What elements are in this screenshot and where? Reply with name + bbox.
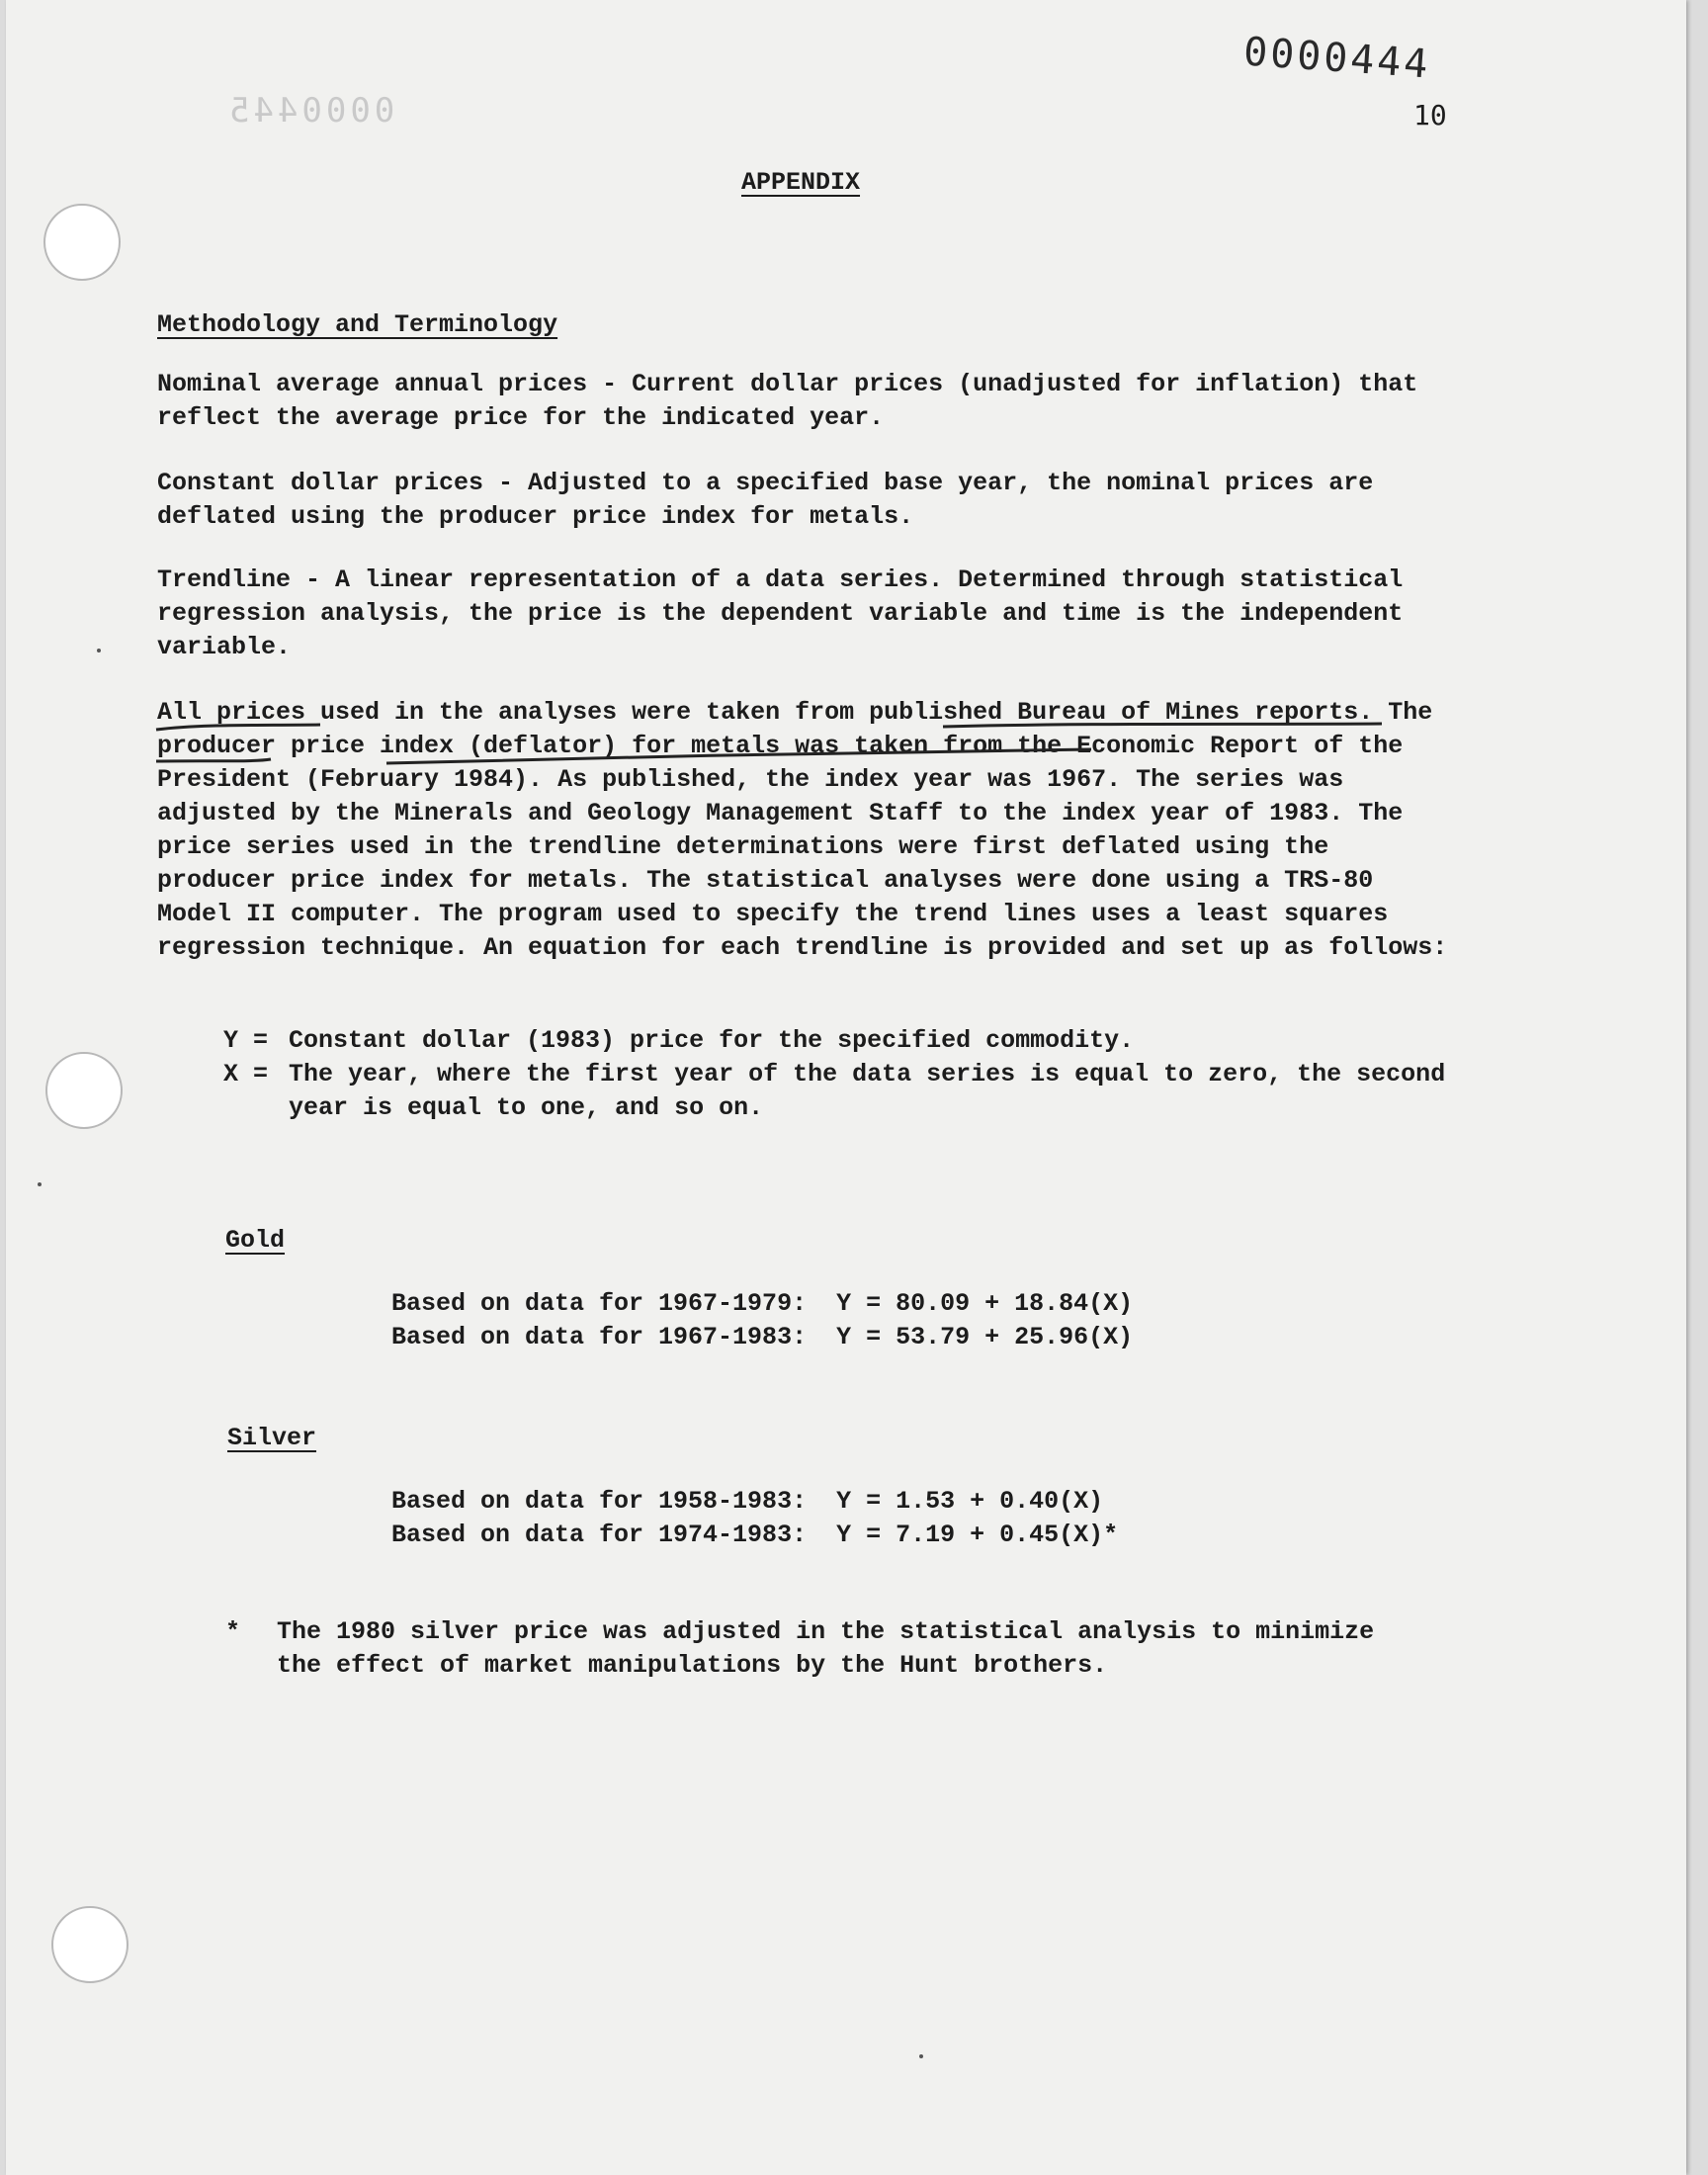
bleed-through-stamp: 0000445: [225, 91, 395, 130]
paragraph-text: All prices used in the analyses were taken from published Bureau of Mines reports. The producer price index (deflator) for metals was taken from the Economic Report of the President (February 1984). As published, the index year was 1967. The series was adjusted by the Minerals and Geology Management Staff to the index year of 1983. The price series used in the trendline determinations were first deflated using the producer price index for metals. The statistical analyses were done using a TRS-80 Model II computer. The program used to specify the trend lines uses a least squares regression technique. An equation for each trendline is provided and set up as follows:: [157, 698, 1448, 962]
punch-hole-middle: [45, 1052, 123, 1129]
gold-equations: [391, 1287, 1133, 1354]
punch-hole-top: [43, 204, 121, 281]
page-number: 10: [1413, 99, 1447, 131]
equation-row: Based on data for 1967-1983: Y = 53.79 + 25.96(X): [391, 1323, 1134, 1351]
variable-definitions: [223, 1024, 1459, 1125]
footnote: [225, 1615, 1423, 1683]
punch-hole-bottom: [51, 1906, 128, 1983]
footnote-marker: *: [225, 1617, 241, 1646]
definition-y: [223, 1024, 1459, 1058]
equation-row: Based on data for 1967-1979: Y = 80.09 + 18.84(X): [391, 1289, 1134, 1318]
paper-speck: [97, 649, 101, 652]
paragraph-text: Constant dollar prices - Adjusted to a specified base year, the nominal prices are deflated using the producer price index for metals.: [157, 469, 1374, 531]
gold-heading: Gold: [225, 1226, 286, 1255]
variable-text: Constant dollar (1983) price for the specified commodity.: [289, 1026, 1135, 1055]
paper-speck: [38, 1182, 42, 1186]
definition-constant-prices: [157, 467, 1462, 534]
page-title: APPENDIX: [741, 168, 861, 197]
paragraph-text: Trendline - A linear representation of a data series. Determined through statistical regression analysis, the price is the dependent variable and time is the independent variable.: [157, 566, 1404, 661]
definition-trendline: [157, 564, 1462, 664]
document-page: [6, 0, 1686, 2175]
definition-x: [223, 1058, 1459, 1125]
variable-key: Y =: [223, 1026, 269, 1055]
silver-equations: [391, 1485, 1118, 1552]
variable-text: The year, where the first year of the data series is equal to zero, the second year is equal to one, and so on.: [289, 1060, 1446, 1122]
silver-heading: Silver: [227, 1424, 317, 1452]
equation-row: Based on data for 1958-1983: Y = 1.53 + 0.40(X): [391, 1487, 1104, 1516]
section-heading: Methodology and Terminology: [157, 310, 558, 339]
definition-nominal-prices: [157, 368, 1462, 435]
equation-row: Based on data for 1974-1983: Y = 7.19 + 0.45(X)*: [391, 1521, 1119, 1549]
footnote-text: The 1980 silver price was adjusted in the statistical analysis to minimize the effect of market manipulations by the Hunt brothers.: [277, 1617, 1375, 1680]
bates-stamp: 0000444: [1241, 29, 1432, 88]
paper-speck: [919, 2054, 923, 2058]
paragraph-text: Nominal average annual prices - Current dollar prices (unadjusted for inflation) that reflect the average price for the indicated year.: [157, 370, 1418, 432]
variable-key: X =: [223, 1060, 269, 1088]
methodology-paragraph: [157, 696, 1462, 965]
